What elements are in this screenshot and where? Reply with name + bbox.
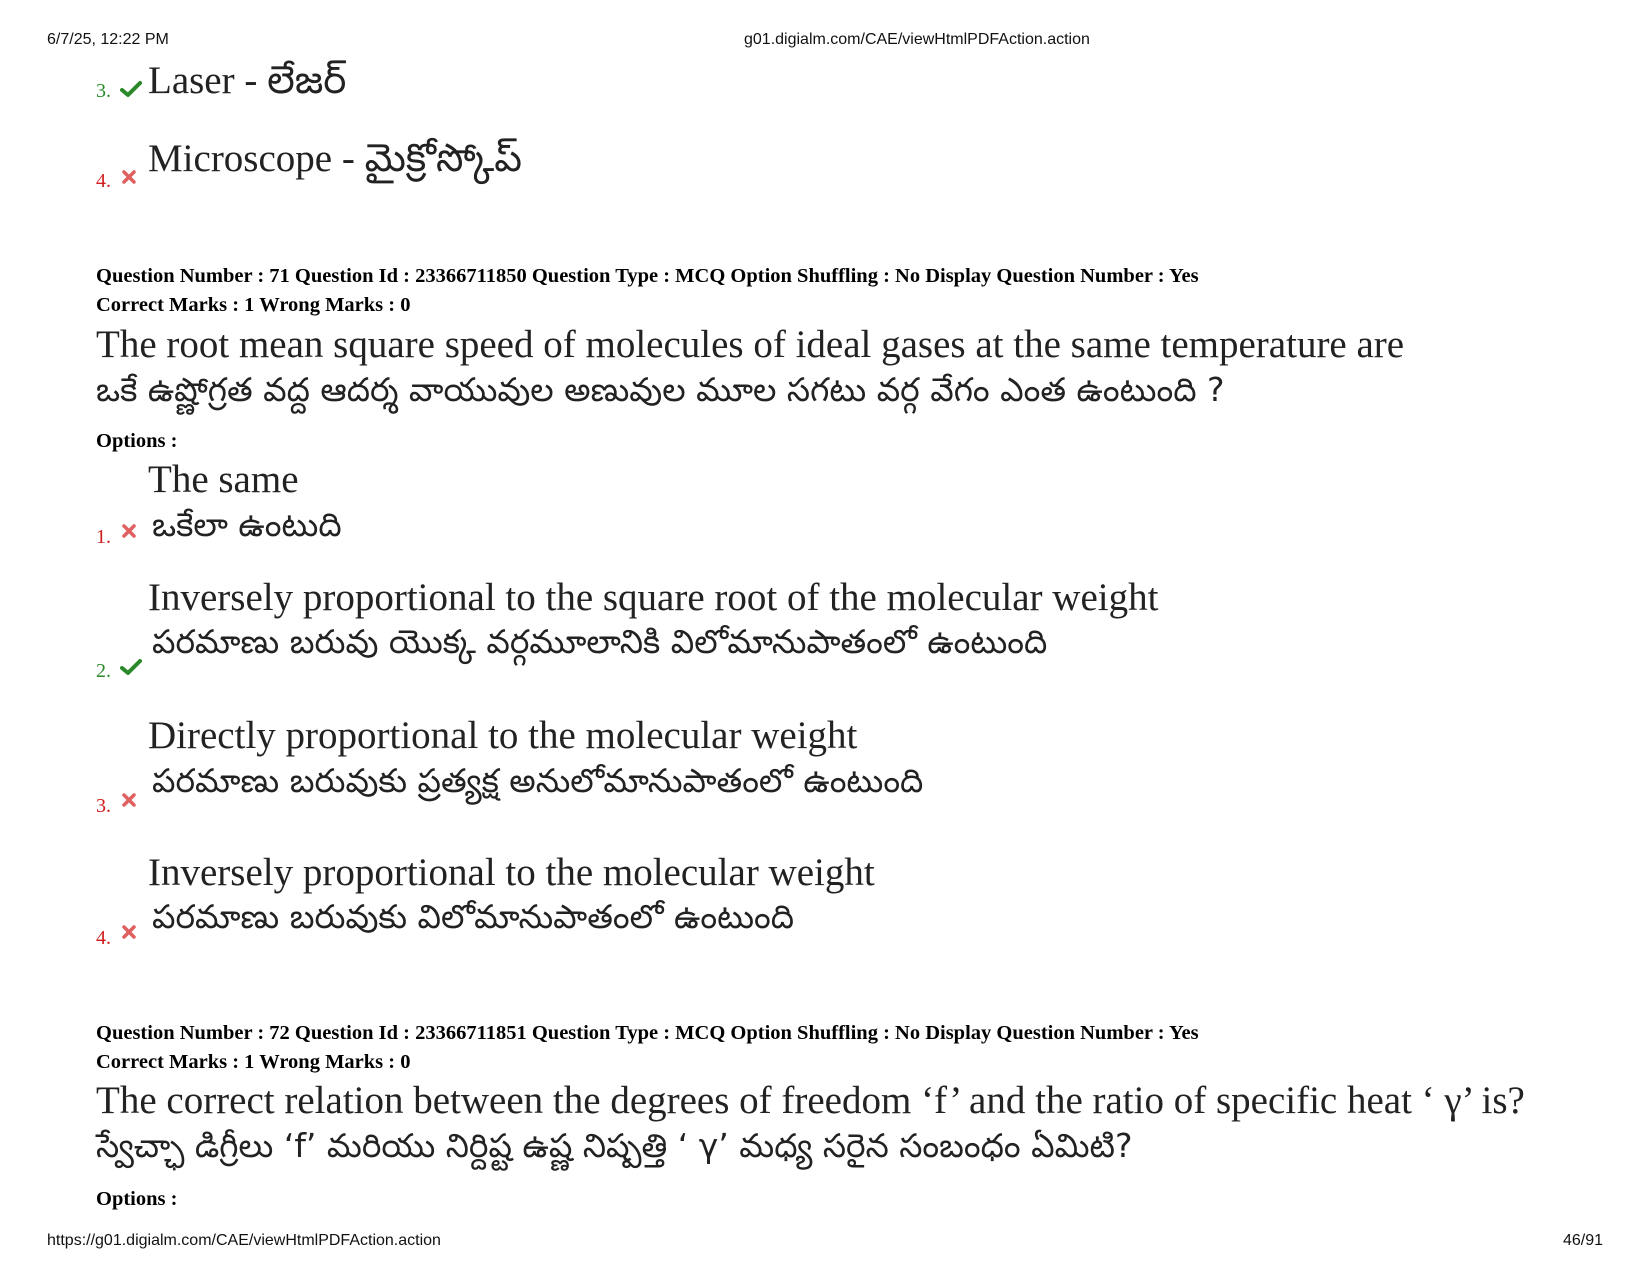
option-text-en: Directly proportional to the molecular weight <box>148 714 858 757</box>
option-number: 3. <box>96 80 111 102</box>
question-text-te: ఒకే ఉష్ణోగ్రత వద్ద ఆదర్శ వాయువుల అణువుల మూల సగటు వర్గ వేగం ఎంత ఉంటుంది ? <box>96 370 1225 409</box>
question-marks: Correct Marks : 1 Wrong Marks : 0 <box>96 1051 411 1073</box>
option-number: 2. <box>96 660 111 682</box>
option-text: Microscope - మైక్రోస్కోప్ <box>148 137 522 180</box>
option-text: Laser - లేజర్ <box>148 59 347 102</box>
options-label: Options : <box>96 430 178 452</box>
option-text-te: ఒకేలా ఉంటుది <box>152 505 342 544</box>
cross-icon <box>122 925 136 939</box>
options-label: Options : <box>96 1188 178 1210</box>
question-text-te: స్వేచ్ఛా డిగ్రీలు ‘f’ మరియు నిర్దిష్ట ఉష్ణ నిష్పత్తి ‘ γ’ మధ్య సరైన సంబంధం ఏమిటి? <box>96 1126 1133 1165</box>
option-number: 4. <box>96 927 111 949</box>
cross-icon <box>122 170 136 184</box>
print-header-url: g01.digialm.com/CAE/viewHtmlPDFAction.action <box>744 31 1090 48</box>
print-datetime: 6/7/25, 12:22 PM <box>47 31 169 48</box>
cross-icon <box>122 524 136 538</box>
option-text-en: Inversely proportional to the molecular weight <box>148 851 875 894</box>
option-text-en: Inversely proportional to the square root of the molecular weight <box>148 576 1159 619</box>
option-number: 1. <box>96 526 111 548</box>
option-text-en: The same <box>148 458 299 501</box>
question-marks: Correct Marks : 1 Wrong Marks : 0 <box>96 294 411 316</box>
page-number: 46/91 <box>1563 1232 1604 1249</box>
option-number: 4. <box>96 170 111 192</box>
question-text-en: The root mean square speed of molecules of ideal gases at the same temperature are <box>96 323 1405 366</box>
question-meta: Question Number : 71 Question Id : 23366711850 Question Type : MCQ Option Shuffling : No Display Question Number : Yes <box>96 265 1199 287</box>
question-meta: Question Number : 72 Question Id : 23366711851 Question Type : MCQ Option Shuffling : No Display Question Number : Yes <box>96 1022 1199 1044</box>
option-text-te: పరమాణు బరువుకు విలోమానుపాతంలో ఉంటుంది <box>152 897 795 936</box>
option-number: 3. <box>96 795 111 817</box>
option-text-te: పరమాణు బరువుకు ప్రత్యక్ష అనులోమానుపాతంలో ఉంటుంది <box>152 761 924 800</box>
cross-icon <box>122 793 136 807</box>
check-icon <box>120 658 142 676</box>
print-footer-url: https://g01.digialm.com/CAE/viewHtmlPDFAction.action <box>47 1232 441 1249</box>
check-icon <box>120 80 142 98</box>
option-text-te: పరమాణు బరువు యొక్క వర్గమూలానికి విలోమానుపాతంలో ఉంటుంది <box>152 622 1048 661</box>
question-text-en: The correct relation between the degrees of freedom ‘f’ and the ratio of specific heat ‘ γ’ is? <box>96 1079 1525 1122</box>
